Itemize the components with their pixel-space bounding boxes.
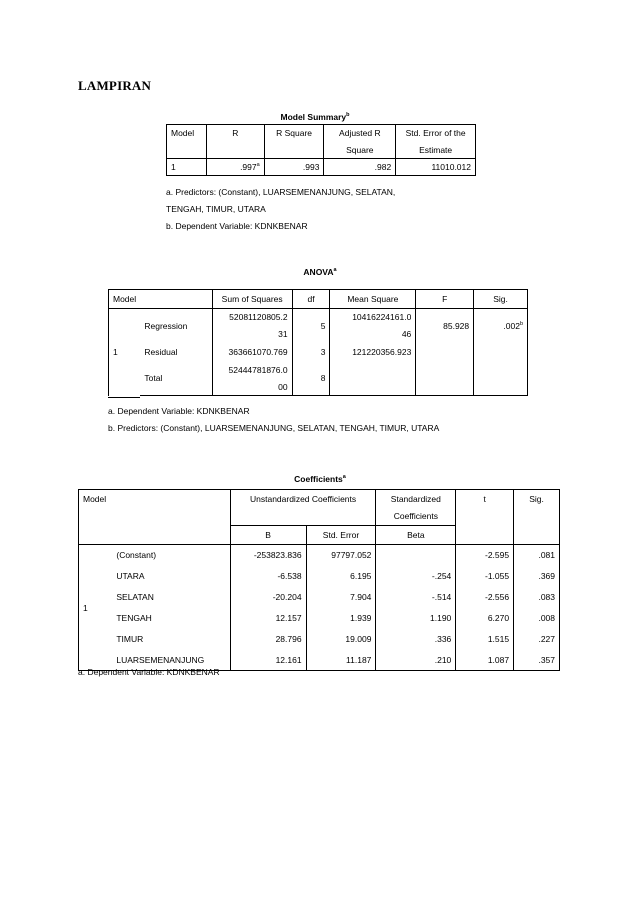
- anova-residual-label: Residual: [144, 347, 178, 357]
- anova-total-ss-1: 52444781876.0: [212, 362, 292, 379]
- coefficients-title-sup: a: [342, 474, 346, 481]
- ms-cell-model: 1: [167, 159, 207, 176]
- ms-cell-std-error: 11010.012: [396, 159, 476, 176]
- ms-header-adj-r-1: Adjusted R: [324, 125, 396, 142]
- ms-header-std-err-2: Estimate: [396, 142, 476, 159]
- anova-header-f: F: [416, 290, 474, 309]
- coef-row-sig: .083: [514, 587, 560, 608]
- anova-residual-ms: 121220356.923: [330, 343, 416, 362]
- ms-header-std-err-1: Std. Error of the: [396, 125, 476, 142]
- coef-row-t: 6.270: [456, 608, 514, 629]
- anova-model-number: 1: [109, 309, 141, 396]
- coef-row-beta: [376, 545, 456, 566]
- ms-cell-adj-r-square: .982: [324, 159, 396, 176]
- anova-notes: [108, 403, 439, 437]
- anova-total-df: 8: [292, 362, 330, 396]
- anova-regression-sig: .002$^b$: [474, 309, 528, 343]
- coef-row-name: TIMUR: [116, 634, 144, 644]
- coef-row-t: 1.515: [456, 629, 514, 650]
- coef-row-name: LUARSEMENANJUNG: [112, 650, 230, 671]
- coef-row-name: UTARA: [116, 571, 145, 581]
- coef-row-sig: .081: [514, 545, 560, 566]
- coef-row-beta: -.514: [376, 587, 456, 608]
- anova-total-ss-2: 00: [212, 379, 292, 396]
- coef-row-beta: -.254: [376, 566, 456, 587]
- anova-residual-df: 3: [292, 343, 330, 362]
- coef-row-t: -2.556: [456, 587, 514, 608]
- coef-row-sig: .369: [514, 566, 560, 587]
- ms-note: TENGAH, TIMUR, UTARA: [166, 204, 266, 214]
- coef-header-beta: Beta: [376, 526, 456, 545]
- coef-row-t: -2.595: [456, 545, 514, 566]
- anova-header-ms: Mean Square: [330, 290, 416, 309]
- model-summary-title: [250, 112, 380, 122]
- coef-row-sig: .008: [514, 608, 560, 629]
- coef-row-b: 12.157: [230, 608, 306, 629]
- coef-row-se: 6.195: [306, 566, 376, 587]
- anova-regression-ss-2: 31: [212, 326, 292, 343]
- ms-note: a. Predictors: (Constant), LUARSEMENANJUNG, SELATAN,: [166, 187, 396, 197]
- anova-note: b. Predictors: (Constant), LUARSEMENANJUNG, SELATAN, TENGAH, TIMUR, UTARA: [108, 423, 440, 433]
- coef-row-se: 1.939: [306, 608, 376, 629]
- coefficients-title-text: Coefficients: [294, 474, 343, 484]
- anova-total-label: Total: [140, 362, 212, 396]
- coef-row-se: 19.009: [306, 629, 376, 650]
- coef-row-beta: .210: [376, 650, 456, 671]
- ms-note: b. Dependent Variable: KDNKBENAR: [166, 221, 308, 231]
- coef-row-se: 97797.052: [306, 545, 376, 566]
- anova-table: [108, 289, 528, 396]
- coef-header-t: t: [456, 490, 514, 526]
- coef-row-name: (Constant): [112, 545, 230, 566]
- ms-cell-r-square: .993: [264, 159, 324, 176]
- anova-header-sig: Sig.: [474, 290, 528, 309]
- model-summary-notes: [166, 184, 395, 235]
- coef-row-sig: .227: [514, 629, 560, 650]
- anova-header-df: df: [292, 290, 330, 309]
- coefficients-table: [78, 489, 560, 671]
- coef-row-b: -253823.836: [230, 545, 306, 566]
- anova-header-ss: Sum of Squares: [212, 290, 292, 309]
- model-summary-table: [166, 124, 476, 176]
- anova-title-text: ANOVA: [303, 267, 334, 277]
- anova-regression-ms-1: 10416224161.0: [330, 309, 416, 326]
- coef-header-std-error: Std. Error: [306, 526, 376, 545]
- coef-header-sig: Sig.: [514, 490, 560, 526]
- coef-row-b: 12.161: [230, 650, 306, 671]
- coef-row-beta: .336: [376, 629, 456, 650]
- anova-title: [270, 267, 370, 277]
- coef-model-number: 1: [79, 545, 113, 671]
- ms-header-adj-r-2: Square: [324, 142, 396, 159]
- anova-regression-ss-1: 52081120805.2: [212, 309, 292, 326]
- coef-header-std-1: Standardized: [376, 490, 456, 508]
- ms-header-r-square: R Square: [264, 125, 324, 142]
- coef-row-sig: .357: [514, 650, 560, 671]
- anova-residual-ss: 363661070.769: [212, 343, 292, 362]
- coefficients-note: a. Dependent Variable: KDNKBENAR: [78, 667, 220, 677]
- ms-header-model: Model: [167, 125, 207, 142]
- coef-header-unstd: Unstandardized Coefficients: [230, 490, 376, 526]
- coef-header-std-2: Coefficients: [376, 508, 456, 526]
- model-summary-title-sup: b: [346, 112, 350, 119]
- ms-cell-r: .997$^a$: [206, 159, 264, 176]
- coef-row-b: -6.538: [230, 566, 306, 587]
- coef-row-name: TENGAH: [116, 613, 152, 623]
- anova-regression-df: 5: [292, 309, 330, 343]
- coef-row-name: SELATAN: [116, 592, 154, 602]
- ms-header-r: R: [206, 125, 264, 142]
- coef-row-se: 7.904: [306, 587, 376, 608]
- coef-row-b: -20.204: [230, 587, 306, 608]
- coef-header-b: B: [230, 526, 306, 545]
- anova-regression-f: 85.928: [416, 309, 474, 343]
- anova-regression-ms-2: 46: [330, 326, 416, 343]
- anova-title-sup: a: [333, 267, 337, 274]
- anova-regression-label: Regression: [140, 309, 212, 343]
- anova-header-model: Model: [109, 290, 213, 309]
- coefficients-title: [260, 474, 380, 484]
- page-heading: LAMPIRAN: [78, 78, 152, 93]
- coef-header-model: Model: [79, 490, 231, 526]
- coef-row-t: -1.055: [456, 566, 514, 587]
- coef-row-beta: 1.190: [376, 608, 456, 629]
- coef-row-se: 11.187: [306, 650, 376, 671]
- coef-row-b: 28.796: [230, 629, 306, 650]
- model-summary-title-text: Model Summary: [280, 112, 347, 122]
- anova-note: a. Dependent Variable: KDNKBENAR: [108, 406, 250, 416]
- coef-row-t: 1.087: [456, 650, 514, 671]
